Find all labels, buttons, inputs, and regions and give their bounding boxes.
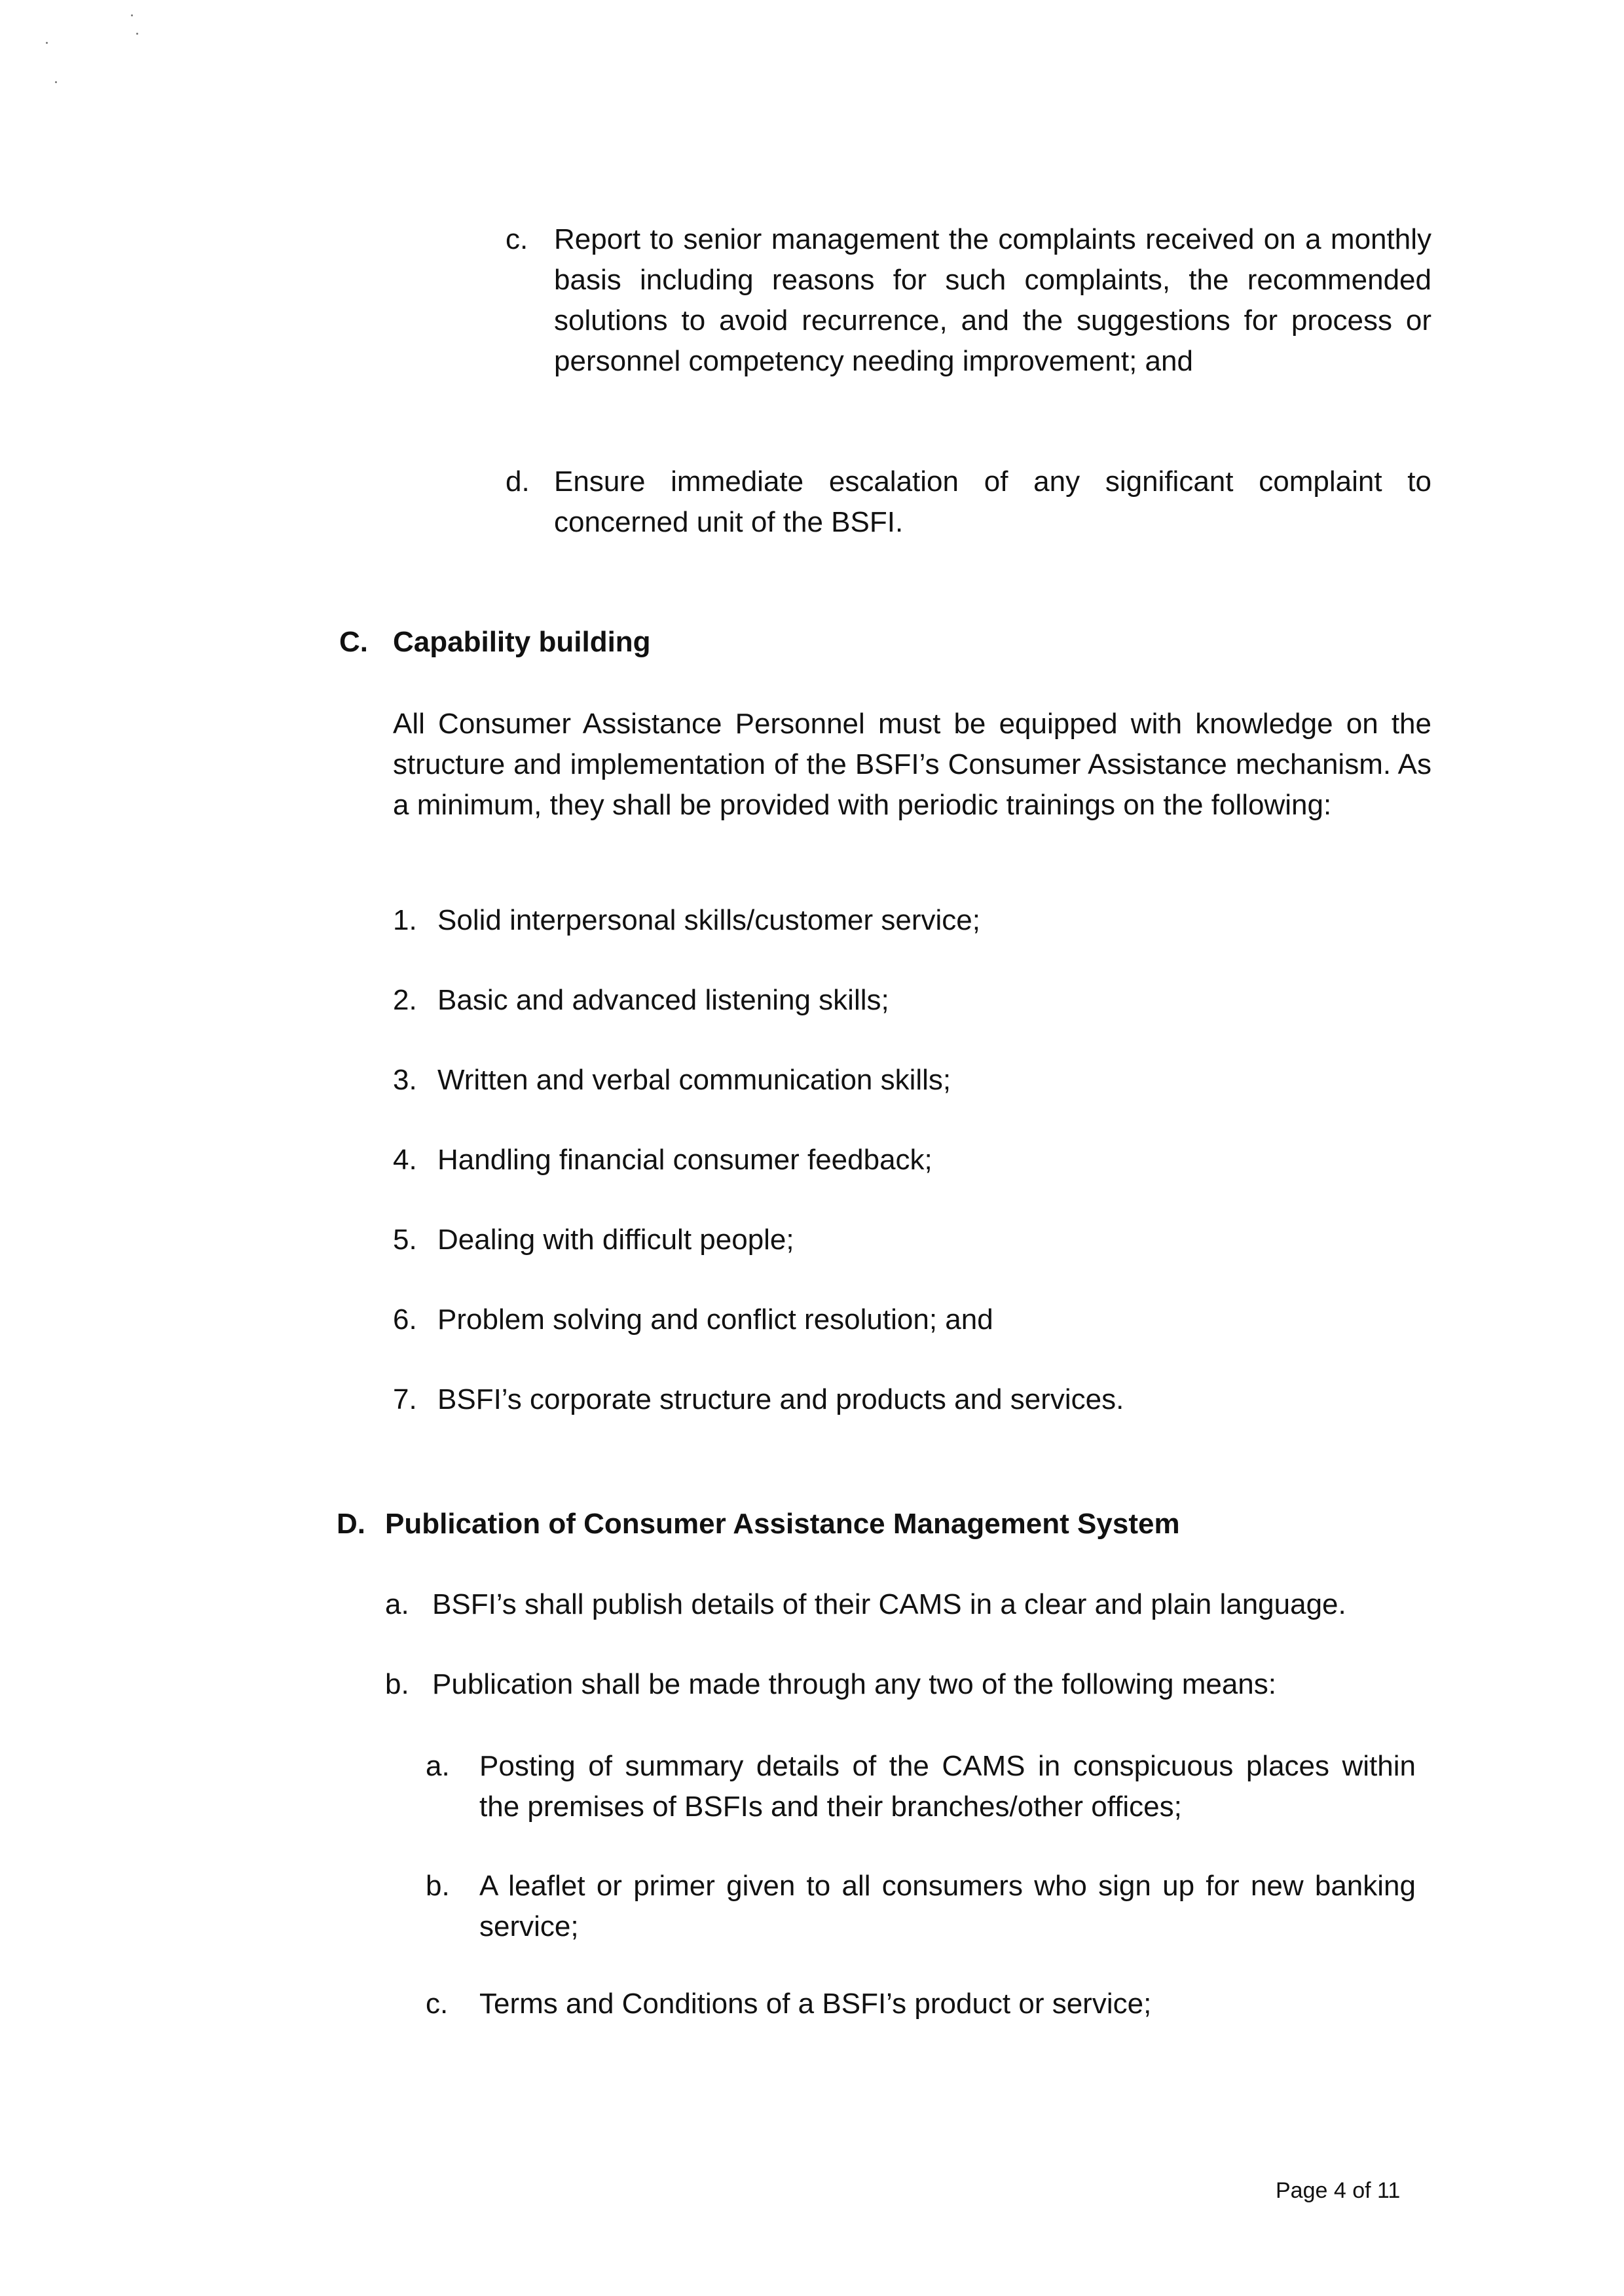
- list-item-number: 3.: [393, 1064, 417, 1096]
- subitem-a-text: Posting of summary details of the CAMS in conspicuous places within the premises of BSFIs and their branches/other offices;: [479, 1750, 1416, 1823]
- section-c-paragraph: All Consumer Assistance Personnel must be equipped with knowledge on the structure and implementation of the BSFI’s Consumer Assistance mechanism. As a minimum, they shall be provided with periodic trainings on the following:: [393, 708, 1431, 821]
- list-item-number: 4.: [393, 1144, 417, 1176]
- scan-speck: [55, 81, 57, 83]
- section-c-heading: Capability building: [393, 626, 651, 658]
- item-d-label: d.: [506, 465, 530, 498]
- item-c-label: c.: [506, 223, 528, 255]
- list-item-number: 1.: [393, 904, 417, 936]
- subitem-b-text: A leaflet or primer given to all consumers who sign up for new banking service;: [479, 1870, 1416, 1942]
- list-item-text: Handling financial consumer feedback;: [437, 1144, 932, 1176]
- list-item-text: Solid interpersonal skills/customer service;: [437, 904, 980, 936]
- scan-speck: [136, 33, 138, 35]
- list-item-text: BSFI’s corporate structure and products and services.: [437, 1383, 1124, 1415]
- list-item-text: Problem solving and conflict resolution; and: [437, 1303, 993, 1336]
- scan-speck: [46, 42, 48, 44]
- section-c-letter: C.: [339, 626, 368, 658]
- list-item-text: Basic and advanced listening skills;: [437, 984, 889, 1016]
- scan-speck: [131, 14, 133, 16]
- list-item-text: Written and verbal communication skills;: [437, 1064, 951, 1096]
- subitem-a-label: a.: [426, 1750, 450, 1782]
- list-item-text: Dealing with difficult people;: [437, 1224, 794, 1256]
- list-item-number: 6.: [393, 1303, 417, 1336]
- page-number: Page 4 of 11: [1276, 2178, 1401, 2203]
- list-item-number: 5.: [393, 1224, 417, 1256]
- item-a-text: BSFI’s shall publish details of their CAMS in a clear and plain language.: [432, 1588, 1346, 1620]
- item-a-label: a.: [385, 1588, 409, 1620]
- subitem-c-label: c.: [426, 1988, 449, 2020]
- item-b-text: Publication shall be made through any two of the following means:: [432, 1668, 1276, 1700]
- item-c-text: Report to senior management the complaints received on a monthly basis including reasons for such complaints, the recommended solutions to avoid recurrence, and the suggestions for process or personnel competency needing improvement; and: [554, 223, 1431, 377]
- section-d-heading: Publication of Consumer Assistance Management System: [385, 1508, 1180, 1540]
- section-d-letter: D.: [337, 1508, 365, 1540]
- list-item-number: 7.: [393, 1383, 417, 1415]
- subitem-c-text: Terms and Conditions of a BSFI’s product or service;: [479, 1988, 1152, 2020]
- list-item-number: 2.: [393, 984, 417, 1016]
- item-b-label: b.: [385, 1668, 409, 1700]
- item-d-text: Ensure immediate escalation of any significant complaint to concerned unit of the BSFI.: [554, 465, 1431, 538]
- subitem-b-label: b.: [426, 1870, 450, 1902]
